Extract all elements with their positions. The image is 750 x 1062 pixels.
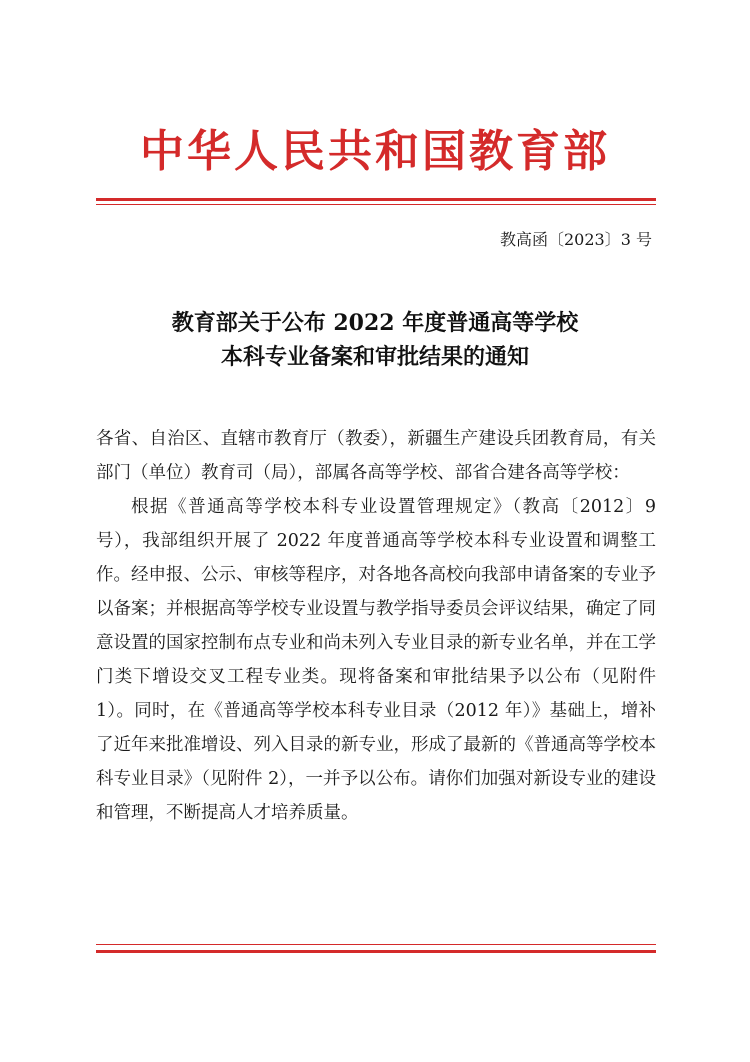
document-body (96, 422, 656, 830)
ministry-header-title: 中华人民共和国教育部 (140, 126, 610, 177)
document-title-line-2: 本科专业备案和审批结果的通知 (220, 344, 529, 370)
footer-rule-thin (96, 944, 656, 945)
document-title-line-1: 教育部关于公布 2022 年度普通高等学校 (171, 310, 579, 336)
salutation: 各省、自治区、直辖市教育厅（教委），新疆生产建设兵团教育局，有关部门（单位）教育司（局），部属各高等学校、部省合建各高等学校： (96, 429, 656, 483)
document-title (0, 306, 750, 374)
document-number: 教高函〔2023〕3 号 (500, 230, 652, 249)
header-rule-thick (96, 198, 656, 201)
body-paragraph: 根据《普通高等学校本科专业设置管理规定》（教高〔2012〕9 号），我部组织开展了 2022 年度普通高等学校本科专业设置和调整工作。经申报、公示、审核等程序，对各地各高校向我部申请备案的专业予以备案；并根据高等学校专业设置与教学指导委员会评议结果，确定了同意设置的国家控制布点专业和尚未列入专业目录的新专业名单，并在工学门类下增设交叉工程专业类。现将备案和审批结果予以公布（见附件 1）。同时，在《普通高等学校本科专业目录（2012 年）》基础上，增补了近年来批准增设、列入目录的新专业，形成了最新的《普通高等学校本科专业目录》（见附件 2），一并予以公布。请你们加强对新设专业的建设和管理，不断提高人才培养质量。 (96, 497, 656, 823)
footer-rule-thick (96, 950, 656, 953)
header-rule-thin (96, 204, 656, 205)
